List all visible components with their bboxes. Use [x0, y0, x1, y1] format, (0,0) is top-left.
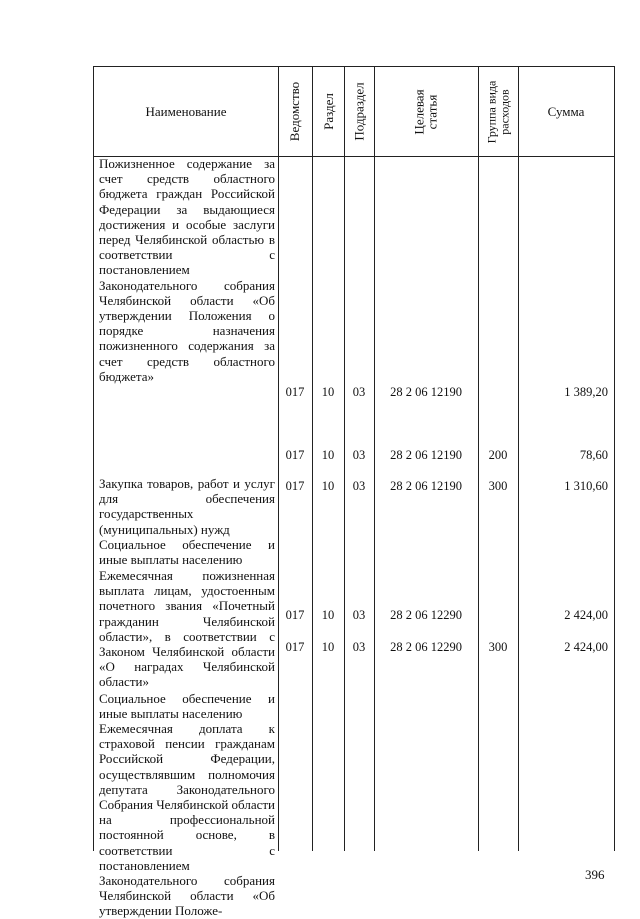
header-summa-label: Сумма: [547, 103, 585, 119]
cell-summa: 2 424,00: [564, 608, 608, 622]
table-row-name: Социальное обеспечение и иные выплаты населению: [99, 537, 275, 568]
header-summa: [518, 67, 614, 156]
cell-podrazdel: 03: [352, 479, 366, 493]
header-celevaya-line1: Целевая: [411, 88, 427, 135]
cell-gruppa: 200: [488, 448, 508, 462]
cell-razdel: 10: [321, 608, 335, 622]
cell-vedomstvo: 017: [285, 608, 305, 622]
cell-gruppa: 300: [488, 479, 508, 493]
cell-summa: 1 389,20: [564, 385, 608, 399]
header-celevaya: [374, 67, 478, 156]
table-row-name: Ежемесячная пожизненная выплата лицам, удостоенным почетного звания «Почетный гражданин Челябинской области», в соответствии с Законом Челябинской области «О наградах Челябинской области»: [99, 568, 275, 690]
header-gruppa: [478, 67, 518, 156]
table-row-name: Закупка товаров, работ и услуг для обеспечения государственных (муниципальных) нужд: [99, 476, 275, 537]
header-razdel: [312, 67, 344, 156]
cell-podrazdel: 03: [352, 448, 366, 462]
header-razdel-label: Раздел: [320, 93, 336, 130]
header-celevaya-line2: статья: [424, 94, 440, 129]
cell-razdel: 10: [321, 479, 335, 493]
cell-celevaya: 28 2 06 12290: [390, 608, 462, 622]
cell-vedomstvo: 017: [285, 479, 305, 493]
header-gruppa-line1: Группа вида: [484, 80, 498, 143]
cell-celevaya: 28 2 06 12290: [390, 640, 462, 654]
cell-summa: 78,60: [579, 448, 608, 462]
cell-vedomstvo: 017: [285, 448, 305, 462]
cell-podrazdel: 03: [352, 385, 366, 399]
cell-celevaya: 28 2 06 12190: [390, 479, 462, 493]
cell-razdel: 10: [321, 640, 335, 654]
header-podrazdel-label: Подраздел: [351, 82, 367, 141]
header-gruppa-label: [485, 80, 511, 143]
table-row-name: Пожизненное содержание за счет средств областного бюджета граждан Российской Федерации за выдающиеся достижения и особые заслуги перед Челябинской областью в соответствии с постановлением Законодательного собрания Челябинской области «Об утверждении Положения о порядке назначения пожизненного содержания за счет средств областного бюджета»: [99, 156, 275, 384]
header-celevaya-label: [413, 89, 439, 134]
cell-razdel: 10: [321, 385, 335, 399]
table-row-name: Ежемесячная доплата к страховой пенсии гражданам Российской Федерации, осуществлявшим полномочия депутата Законодательного Собрания Челябинской области на профессиональной постоянной основе, в соответствии с постановлением Законодательного собрания Челябинской области «Об утверждении Положе-: [99, 721, 276, 919]
page-number: 396: [585, 867, 605, 882]
cell-summa: 2 424,00: [564, 640, 608, 654]
name-column: [99, 156, 275, 919]
cell-summa: 1 310,60: [564, 479, 608, 493]
cell-celevaya: 28 2 06 12190: [390, 448, 462, 462]
cell-razdel: 10: [321, 448, 335, 462]
cell-podrazdel: 03: [352, 608, 366, 622]
header-name-label: Наименование: [145, 103, 227, 119]
cell-vedomstvo: 017: [285, 385, 305, 399]
cell-podrazdel: 03: [352, 640, 366, 654]
cell-gruppa: 300: [488, 640, 508, 654]
header-name: [94, 67, 278, 156]
header-vedomstvo: [278, 67, 312, 156]
header-vedomstvo-label: Ведомство: [287, 81, 303, 142]
table-row-name: Социальное обеспечение и иные выплаты населению: [99, 691, 275, 722]
header-podrazdel: [344, 67, 374, 156]
cell-celevaya: 28 2 06 12190: [390, 385, 462, 399]
header-gruppa-line2: расходов: [497, 88, 511, 135]
cell-vedomstvo: 017: [285, 640, 305, 654]
